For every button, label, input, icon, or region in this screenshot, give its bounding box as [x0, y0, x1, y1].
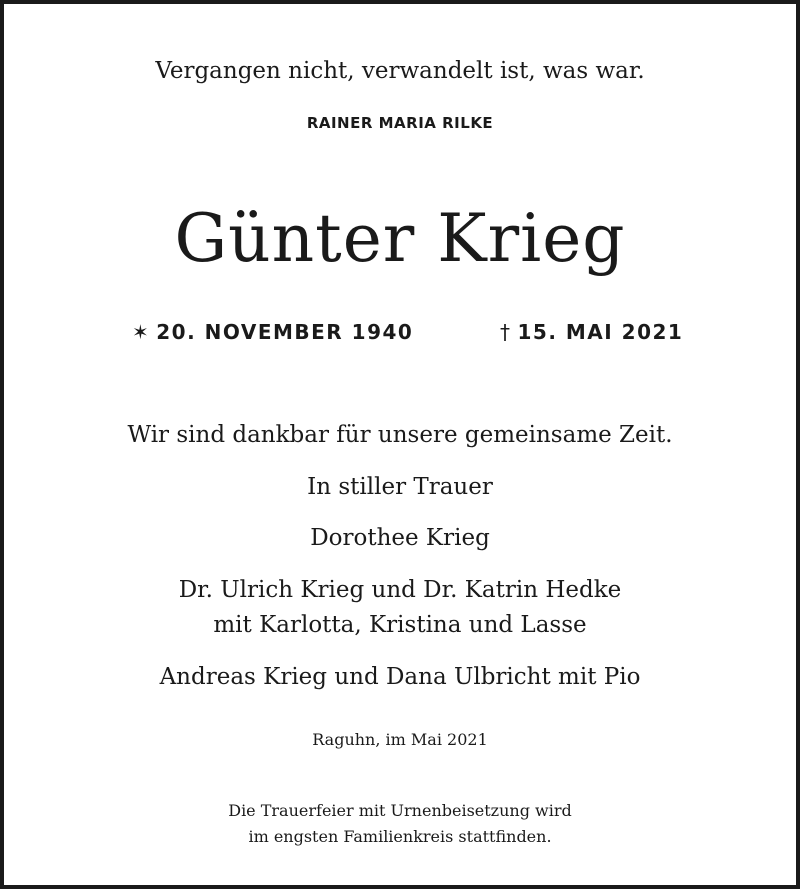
mourner-line: mit Karlotta, Kristina und Lasse: [213, 612, 587, 638]
star-icon: ✶: [132, 320, 151, 344]
birth-date: 20. NOVEMBER 1940: [156, 320, 414, 344]
quote-author: RAINER MARIA RILKE: [306, 114, 494, 132]
birth-date-group: [132, 320, 413, 344]
funeral-info-line: Die Trauerfeier mit Urnenbeisetzung wird: [228, 801, 572, 820]
death-date: 15. MAI 2021: [517, 320, 684, 344]
dagger-icon: †: [500, 320, 512, 344]
thanks-text: Wir sind dankbar für unsere gemeinsame Zeit.: [127, 422, 673, 448]
life-dates: [4, 320, 796, 350]
mourner-line: Dr. Ulrich Krieg und Dr. Katrin Hedke: [178, 577, 622, 603]
funeral-info-line: im engsten Familienkreis stattfinden.: [248, 827, 552, 846]
place-date: Raguhn, im Mai 2021: [312, 730, 488, 749]
quote-text: Vergangen nicht, verwandelt ist, was war.: [155, 58, 645, 84]
deceased-name: Günter Krieg: [174, 200, 626, 277]
death-date-group: [500, 320, 683, 344]
mourning-phrase: In stiller Trauer: [307, 474, 493, 500]
mourner-line: Andreas Krieg und Dana Ulbricht mit Pio: [159, 664, 641, 690]
mourner-line: Dorothee Krieg: [310, 525, 490, 551]
